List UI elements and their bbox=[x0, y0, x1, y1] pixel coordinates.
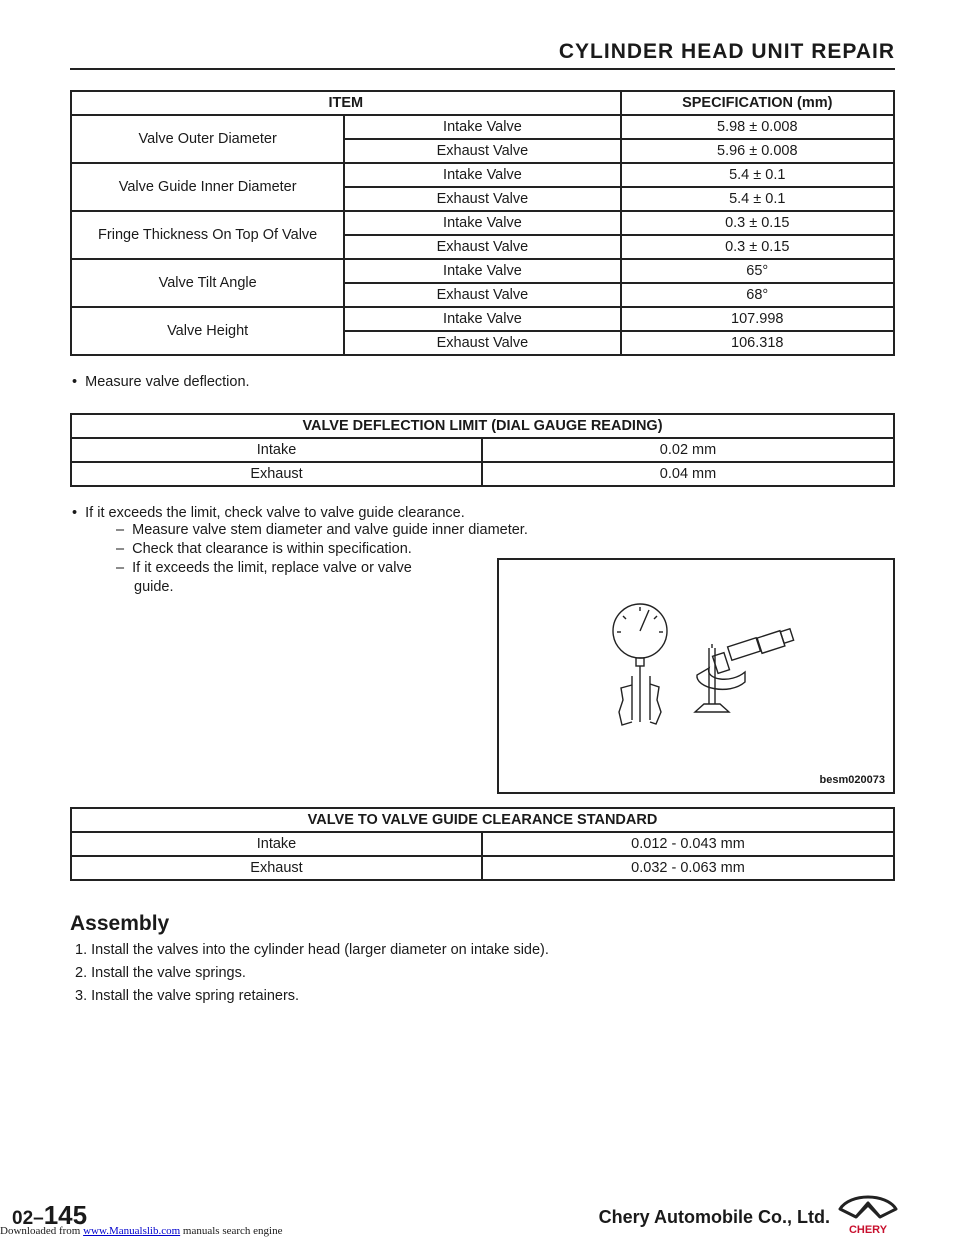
download-suffix: manuals search engine bbox=[182, 1225, 283, 1237]
sub-item-replace: – If it exceeds the limit, replace valve or valve bbox=[116, 560, 412, 576]
page-header-title: CYLINDER HEAD UNIT REPAIR bbox=[558, 40, 895, 63]
label-cell: Exhaust bbox=[71, 856, 482, 880]
page-number-prefix: 02– bbox=[12, 1208, 44, 1229]
logo-wordmark: CHERY bbox=[848, 1224, 888, 1236]
sub-item-cell: Exhaust Valve bbox=[344, 187, 620, 211]
table-row bbox=[71, 438, 894, 462]
sub-item-cell: Intake Valve bbox=[344, 211, 620, 235]
value-cell: 0.02 mm bbox=[482, 438, 894, 462]
table-header-row bbox=[71, 91, 894, 115]
spec-cell: 0.3 ± 0.15 bbox=[621, 211, 894, 235]
sub-item-cell: Intake Valve bbox=[344, 163, 620, 187]
sub-item-text: Measure valve stem diameter and valve guide inner diameter. bbox=[132, 522, 528, 538]
table-header-row bbox=[71, 808, 894, 832]
spec-cell: 5.4 ± 0.1 bbox=[621, 163, 894, 187]
spec-cell: 5.4 ± 0.1 bbox=[621, 187, 894, 211]
assembly-heading: Assembly bbox=[70, 912, 170, 935]
manualslib-link[interactable]: www.Manualslib.com bbox=[83, 1225, 181, 1237]
value-cell: 0.012 - 0.043 mm bbox=[482, 832, 894, 856]
assembly-step-1: 1. Install the valves into the cylinder head (larger diameter on intake side). bbox=[75, 942, 549, 958]
column-header-spec: SPECIFICATION (mm) bbox=[621, 91, 894, 115]
valve-spec-table bbox=[70, 90, 895, 356]
table-row bbox=[71, 832, 894, 856]
table-row bbox=[71, 259, 894, 283]
bullet-check-clearance bbox=[72, 505, 465, 521]
table-row bbox=[71, 163, 894, 187]
sub-item-cell: Exhaust Valve bbox=[344, 331, 620, 355]
sub-item-cell: Exhaust Valve bbox=[344, 139, 620, 163]
table-row bbox=[71, 462, 894, 486]
bullet-text: If it exceeds the limit, check valve to valve guide clearance. bbox=[85, 505, 465, 521]
chery-logo bbox=[836, 1195, 900, 1242]
bullet-measure-deflection bbox=[72, 374, 250, 390]
table-header-row bbox=[71, 414, 894, 438]
header-rule bbox=[70, 68, 895, 70]
chery-logo-icon bbox=[836, 1195, 900, 1237]
sub-item-cell: Intake Valve bbox=[344, 259, 620, 283]
label-cell: Intake bbox=[71, 832, 482, 856]
assembly-step-3: 3. Install the valve spring retainers. bbox=[75, 988, 300, 1004]
column-header-item: ITEM bbox=[71, 91, 621, 115]
item-cell: Fringe Thickness On Top Of Valve bbox=[71, 211, 344, 259]
page-number-value: 145 bbox=[43, 1200, 88, 1230]
sub-item-cell: Intake Valve bbox=[344, 115, 620, 139]
label-cell: Intake bbox=[71, 438, 482, 462]
item-cell: Valve Guide Inner Diameter bbox=[71, 163, 344, 211]
sub-item-text: If it exceeds the limit, replace valve or valve bbox=[132, 560, 412, 576]
table-row bbox=[71, 856, 894, 880]
measurement-figure bbox=[497, 558, 895, 794]
deflection-table-title: VALVE DEFLECTION LIMIT (DIAL GAUGE READING) bbox=[71, 414, 894, 438]
table-row bbox=[71, 211, 894, 235]
spec-cell: 107.998 bbox=[621, 307, 894, 331]
sub-item-cell: Intake Valve bbox=[344, 307, 620, 331]
spec-cell: 5.98 ± 0.008 bbox=[621, 115, 894, 139]
spec-cell: 106.318 bbox=[621, 331, 894, 355]
sub-item-cell: Exhaust Valve bbox=[344, 283, 620, 307]
item-cell: Valve Height bbox=[71, 307, 344, 355]
spec-cell: 68° bbox=[621, 283, 894, 307]
figure-code: besm020073 bbox=[819, 774, 885, 786]
sub-item-cell: Exhaust Valve bbox=[344, 235, 620, 259]
assembly-step-2: 2. Install the valve springs. bbox=[75, 965, 246, 981]
spec-cell: 5.96 ± 0.008 bbox=[621, 139, 894, 163]
table-row bbox=[71, 307, 894, 331]
clearance-table-title: VALVE TO VALVE GUIDE CLEARANCE STANDARD bbox=[71, 808, 894, 832]
footer-company-name: Chery Automobile Co., Ltd. bbox=[598, 1207, 830, 1227]
table-row bbox=[71, 115, 894, 139]
item-cell: Valve Outer Diameter bbox=[71, 115, 344, 163]
download-notice bbox=[0, 1225, 282, 1237]
dial-gauge-micrometer-illustration bbox=[499, 560, 893, 792]
download-prefix: Downloaded from bbox=[0, 1225, 81, 1237]
bullet-dot: • bbox=[72, 374, 78, 390]
value-cell: 0.032 - 0.063 mm bbox=[482, 856, 894, 880]
sub-item-text: Check that clearance is within specification. bbox=[132, 541, 412, 557]
bullet-dot: • bbox=[72, 505, 78, 521]
label-cell: Exhaust bbox=[71, 462, 482, 486]
sub-item-replace-cont: guide. bbox=[134, 579, 174, 595]
valve-deflection-table bbox=[70, 413, 895, 487]
spec-cell: 0.3 ± 0.15 bbox=[621, 235, 894, 259]
bullet-text: Measure valve deflection. bbox=[85, 374, 250, 390]
spec-cell: 65° bbox=[621, 259, 894, 283]
sub-item-measure: – Measure valve stem diameter and valve guide inner diameter. bbox=[116, 522, 528, 538]
sub-item-check: – Check that clearance is within specification. bbox=[116, 541, 412, 557]
valve-guide-clearance-table bbox=[70, 807, 895, 881]
value-cell: 0.04 mm bbox=[482, 462, 894, 486]
item-cell: Valve Tilt Angle bbox=[71, 259, 344, 307]
